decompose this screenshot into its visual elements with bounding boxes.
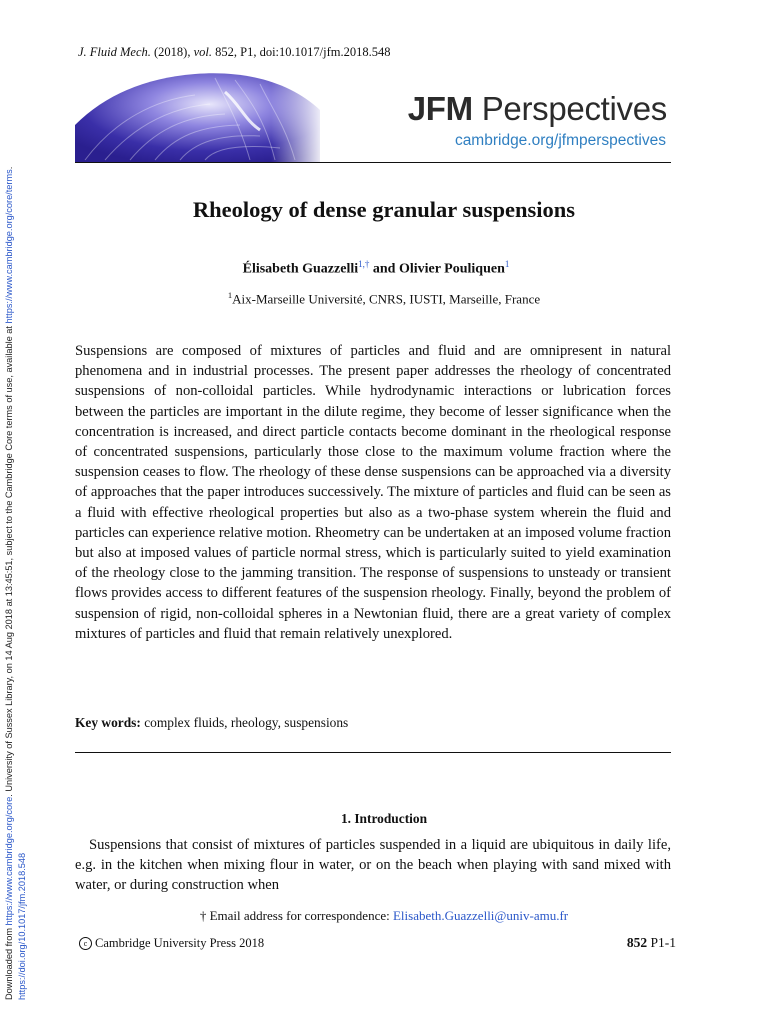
introduction-paragraph: Suspensions that consist of mixtures of particles suspended in a liquid are ubiquitous in daily life, e.g. in the kitchen when mixing flour in water, or on the beach when playing with sand mixed with water, or during construction when — [75, 837, 671, 894]
keywords — [75, 715, 348, 731]
section-heading: 1. Introduction — [340, 811, 428, 826]
page-number — [627, 935, 676, 951]
page-volume: 852 — [626, 935, 648, 950]
cambridge-core-link[interactable]: https://www.cambridge.org/core — [4, 796, 14, 926]
copyright-text: Cambridge University Press 2018 — [95, 936, 265, 950]
keywords-label: Key words: — [75, 715, 141, 730]
author-guazzelli: Élisabeth Guazzelli — [242, 261, 359, 277]
author-conjunction: and — [372, 261, 396, 277]
jfm-logo-text: JFM — [407, 90, 473, 127]
doi-link[interactable]: https://doi.org/10.1017/jfm.2018.548 — [17, 852, 27, 1000]
download-notice-end: . — [4, 166, 14, 170]
jfm-perspectives-logo — [408, 90, 667, 128]
page-id: P1-1 — [650, 935, 676, 950]
paper-title: Rheology of dense granular suspensions — [192, 197, 576, 222]
correspondence-footnote — [0, 908, 768, 924]
affiliation — [0, 290, 768, 307]
download-notice-middle: . University of Sussex Library, on 14 Aug 2018 at 13:45:51, subject to the Cambridge Core terms of use, available at — [4, 323, 14, 797]
affiliation-text: Aix-Marseille Université, CNRS, IUSTI, Marseille, France — [232, 291, 541, 307]
author-pouliquen-marks[interactable]: 1 — [504, 259, 510, 269]
author-guazzelli-marks[interactable]: 1,† — [358, 259, 370, 269]
keywords-text: complex fluids, rheology, suspensions — [144, 715, 349, 730]
jfm-perspectives-banner — [75, 70, 671, 163]
journal-name: J. Fluid Mech. — [78, 45, 151, 59]
copyright-line — [79, 936, 264, 951]
author-list — [0, 259, 752, 278]
copyright-icon: c — [79, 937, 92, 950]
footnote-label: † Email address for correspondence: — [199, 908, 390, 923]
abstract-divider — [75, 752, 671, 753]
swirl-graphic — [75, 70, 320, 162]
author-pouliquen: Olivier Pouliquen — [398, 261, 505, 277]
jfm-perspectives-url[interactable]: cambridge.org/jfmperspectives — [454, 132, 666, 149]
abstract: Suspensions are composed of mixtures of particles and fluid and are omnipresent in natural phenomena and in industrial processes. The present paper addresses the rheology of concentrated suspensions of non-colloidal particles. While hydrodynamic interactions or lubrication forces between the particles are important in the dilute regime, they become of lesser significance when the concentration is increased, and direct particle contacts become dominant in the rheological response of concentrated suspensions, particularly those close to the maximum volume fraction where the suspension ceases to flow. The rheology of these dense suspensions can be approached via a diversity of approaches that the paper introduces successively. The mixture of particles and fluid can be seen as a fluid with effective rheological properties but also as a two-phase system wherein the fluid and particles can experience relative motion. Rheometry can be undertaken at an imposed volume fraction but also at imposed values of particle normal stress, which is particularly suited to yield examination of the rheology close to the jamming transition. The response of suspensions to unsteady or transient flows provides access to different features of the suspension rheology. Finally, beyond the problem of suspension of rigid, non-colloidal spheres in a Newtonian fluid, there are a great variety of complex mixtures of particles and fluid that remain relatively unexplored. — [75, 343, 671, 642]
affiliation-mark: 1 — [227, 290, 233, 300]
cambridge-terms-link[interactable]: https://www.cambridge.org/core/terms — [4, 169, 14, 324]
correspondence-email[interactable]: Elisabeth.Guazzelli@univ-amu.fr — [392, 908, 569, 923]
journal-year: (2018), — [154, 45, 191, 59]
volume-label: vol. — [193, 45, 212, 59]
perspectives-logo-text: Perspectives — [481, 90, 667, 127]
citation-details: 852, P1, doi:10.1017/jfm.2018.548 — [215, 45, 391, 59]
download-notice-prefix: Downloaded from — [4, 925, 14, 1000]
running-head — [78, 45, 390, 60]
